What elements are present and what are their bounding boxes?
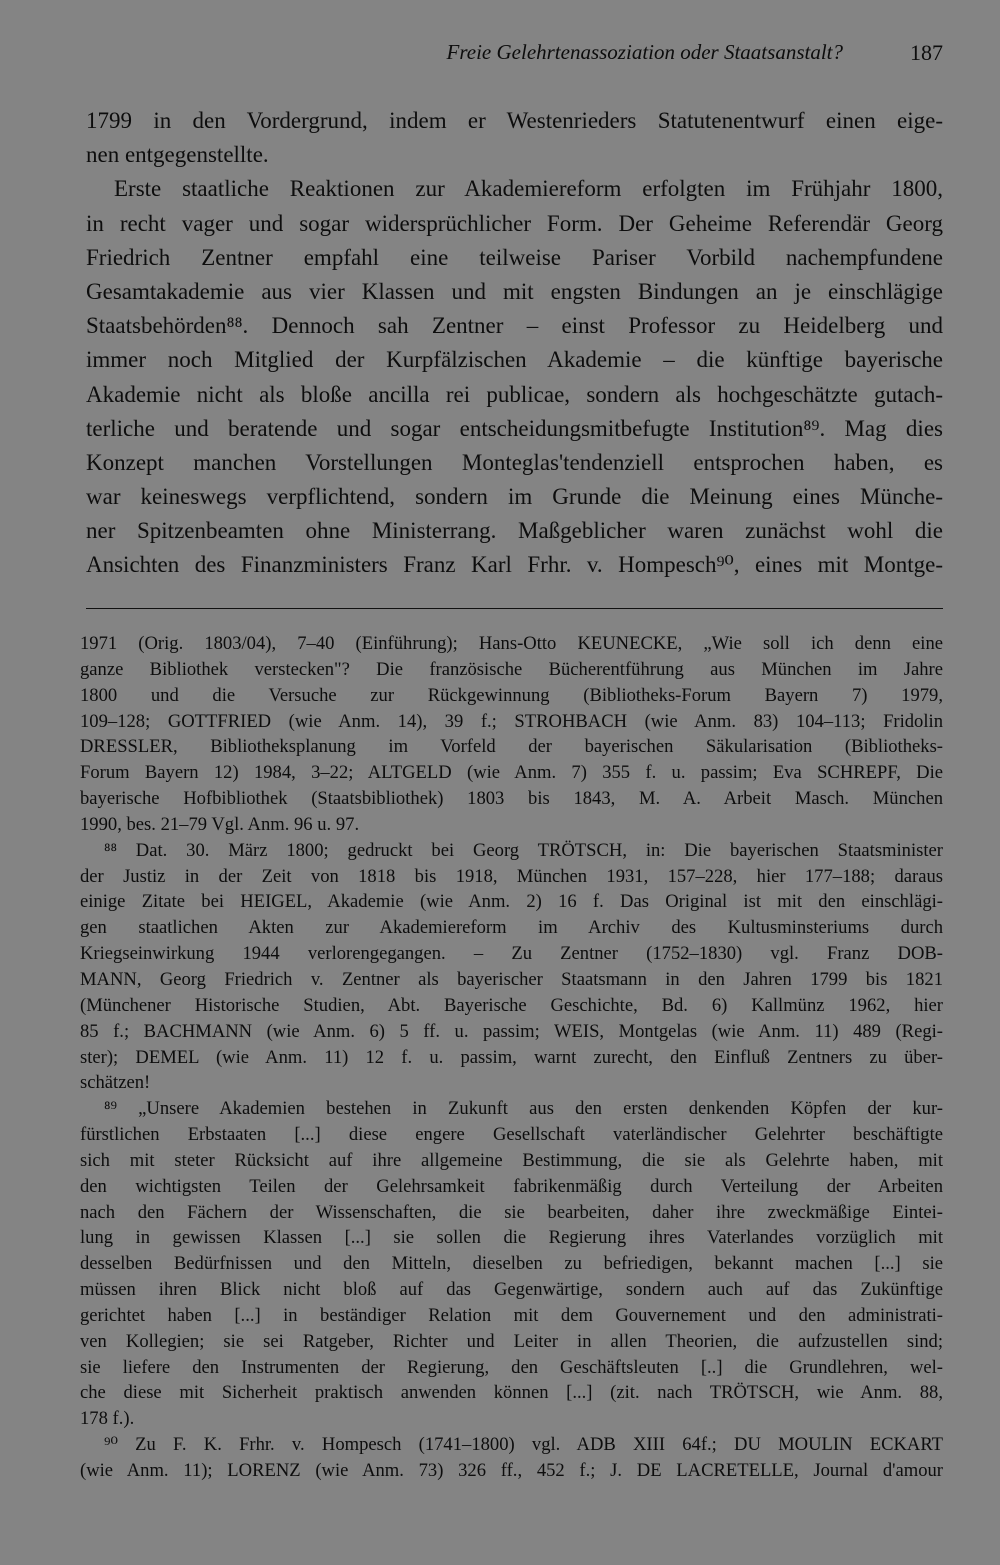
footnote-line: 85 f.; BACHMANN (wie Anm. 6) 5 ff. u. passim; WEIS, Montgelas (wie Anm. 11) 489 (Regi- xyxy=(80,1020,943,1042)
body-line: Konzept manchen Vorstellungen Monteglas'tendenziell entsprochen haben, es xyxy=(86,449,943,475)
footnote-line: 178 f.). xyxy=(80,1408,135,1430)
footnote-line: fürstlichen Erbstaaten [...] diese engere Gesellschaft vaterländischer Gelehrter beschäftigte xyxy=(80,1124,943,1146)
body-line: Erste staatliche Reaktionen zur Akademiereform erfolgten im Frühjahr 1800, xyxy=(114,176,943,202)
footnote-line: der Justiz in der Zeit von 1818 bis 1918, München 1931, 157–228, hier 177–188; daraus xyxy=(80,865,943,887)
footnote-line: den wichtigsten Teilen der Gelehrsamkeit fabrikenmäßig durch Verteilung der Arbeiten xyxy=(80,1175,943,1197)
footnote-line: nach den Fächern der Wissenschaften, die sie bearbeiten, daher ihre zweckmäßige Eintei- xyxy=(80,1201,943,1223)
footnote-line: MANN, Georg Friedrich v. Zentner als bayerischer Staatsmann in den Jahren 1799 bis 1821 xyxy=(80,968,943,990)
footnotes xyxy=(80,631,943,1484)
page-number: 187 xyxy=(910,40,943,65)
body-line: Friedrich Zentner empfahl eine teilweise Pariser Vorbild nachempfundene xyxy=(86,244,943,270)
footnote-line: ster); DEMEL (wie Anm. 11) 12 f. u. passim, warnt zurecht, den Einfluß Zentners zu über- xyxy=(80,1046,943,1068)
running-title: Freie Gelehrtenassoziation oder Staatsanstalt? xyxy=(446,40,843,64)
body-line: Akademie nicht als bloße ancilla rei publicae, sondern als hochgeschätzte gutach- xyxy=(86,381,943,407)
footnote-line: che diese mit Sicherheit praktisch anwenden können [...] (zit. nach TRÖTSCH, wie Anm. 88, xyxy=(80,1382,943,1404)
body-line: war keineswegs verpflichtend, sondern im Grunde die Meinung eines Münche- xyxy=(86,484,943,510)
body-line: nen entgegenstellte. xyxy=(86,142,269,168)
footnote-line: desselben Bedürfnissen und den Mitteln, dieselben zu befriedigen, bekannt machen [...] sie xyxy=(80,1253,943,1275)
footnote-line: 1990, bes. 21–79 Vgl. Anm. 96 u. 97. xyxy=(80,813,360,835)
footnote-line: Forum Bayern 12) 1984, 3–22; ALTGELD (wie Anm. 7) 355 f. u. passim; Eva SCHREPF, Die xyxy=(80,762,943,784)
footnote-line: (wie Anm. 11); LORENZ (wie Anm. 73) 326 ff., 452 f.; J. DE LACRETELLE, Journal d'amour xyxy=(80,1460,943,1481)
body-line: ner Spitzenbeamten ohne Ministerrang. Maßgeblicher waren zunächst wohl die xyxy=(86,518,943,544)
footnote-line: 1971 (Orig. 1803/04), 7–40 (Einführung); Hans-Otto KEUNECKE, „Wie soll ich denn eine xyxy=(80,633,943,654)
footnote-line: schätzen! xyxy=(80,1072,151,1094)
footnote-line: (Münchener Historische Studien, Abt. Bayerische Geschichte, Bd. 6) Kallmünz 1962, hier xyxy=(80,994,943,1016)
footnote-line: gerichtet haben [...] in beständiger Relation mit dem Gouvernement und den administrati- xyxy=(80,1304,943,1326)
body-line: immer noch Mitglied der Kurpfälzischen Akademie – die künftige bayerische xyxy=(86,347,943,373)
body-line: Ansichten des Finanzministers Franz Karl Frhr. v. Hompesch⁹⁰, eines mit Montge- xyxy=(86,552,943,578)
footnote-line: gen staatlichen Akten zur Akademiereform im Archiv des Kultusminsteriums durch xyxy=(80,917,943,939)
footnote-line: Kriegseinwirkung 1944 verlorengegangen. – Zu Zentner (1752–1830) vgl. Franz DOB- xyxy=(80,943,943,965)
body-line: 1799 in den Vordergrund, indem er Westenrieders Statutenentwurf einen eige- xyxy=(86,108,943,133)
footnote-line: 109–128; GOTTFRIED (wie Anm. 14), 39 f.; STROHBACH (wie Anm. 83) 104–113; Fridolin xyxy=(80,710,943,732)
footnote-line: bayerische Hofbibliothek (Staatsbibliothek) 1803 bis 1843, M. A. Arbeit Masch. München xyxy=(80,788,943,810)
footnote-88: ⁸⁸ Dat. 30. März 1800; gedruckt bei Georg TRÖTSCH, in: Die bayerischen Staatsminister xyxy=(104,839,943,861)
footnote-90: ⁹⁰ Zu F. K. Frhr. v. Hompesch (1741–1800) vgl. ADB XIII 64f.; DU MOULIN ECKART xyxy=(104,1434,943,1456)
footnote-line: DRESSLER, Bibliotheksplanung im Vorfeld der bayerischen Säkularisation (Bibliotheks- xyxy=(80,736,943,758)
footnote-89: ⁸⁹ „Unsere Akademien bestehen in Zukunft aus den ersten denkenden Köpfen der kur- xyxy=(104,1098,943,1120)
footnote-divider xyxy=(86,608,943,609)
footnote-line: ganze Bibliothek verstecken"? Die französische Bücherentführung aus München im Jahre xyxy=(80,658,943,680)
body-line: terliche und beratende und sogar entscheidungsmitbefugte Institution⁸⁹. Mag dies xyxy=(86,415,943,441)
page-header xyxy=(0,40,943,72)
body-line: Staatsbehörden⁸⁸. Dennoch sah Zentner – einst Professor zu Heidelberg und xyxy=(86,313,943,339)
body-line: Gesamtakademie aus vier Klassen und mit engsten Bindungen an je einschlägige xyxy=(86,278,943,304)
footnote-line: ven Kollegien; sie sei Ratgeber, Richter und Leiter in allen Theorien, die aufzustellen sind; xyxy=(80,1330,943,1352)
footnote-line: müssen ihren Blick nicht bloß auf das Gegenwärtige, sondern auch auf das Zukünftige xyxy=(80,1279,943,1301)
footnote-line: sich mit steter Rücksicht auf ihre allgemeine Bestimmung, die sie als Gelehrte haben, mit xyxy=(80,1149,943,1171)
body-line: in recht vager und sogar widersprüchlicher Form. Der Geheime Referendär Georg xyxy=(86,210,943,236)
footnote-line: 1800 und die Versuche zur Rückgewinnung (Bibliotheks-Forum Bayern 7) 1979, xyxy=(80,684,943,706)
footnote-line: lung in gewissen Klassen [...] sie sollen die Regierung ihres Vaterlandes vorzüglich mit xyxy=(80,1227,943,1249)
footnote-line: einige Zitate bei HEIGEL, Akademie (wie Anm. 2) 16 f. Das Original ist mit den einschlägi- xyxy=(80,891,943,913)
body-text xyxy=(86,104,943,583)
footnote-line: sie liefere den Instrumenten der Regierung, den Geschäftsleuten [..] die Grundlehren, wel- xyxy=(80,1356,943,1378)
